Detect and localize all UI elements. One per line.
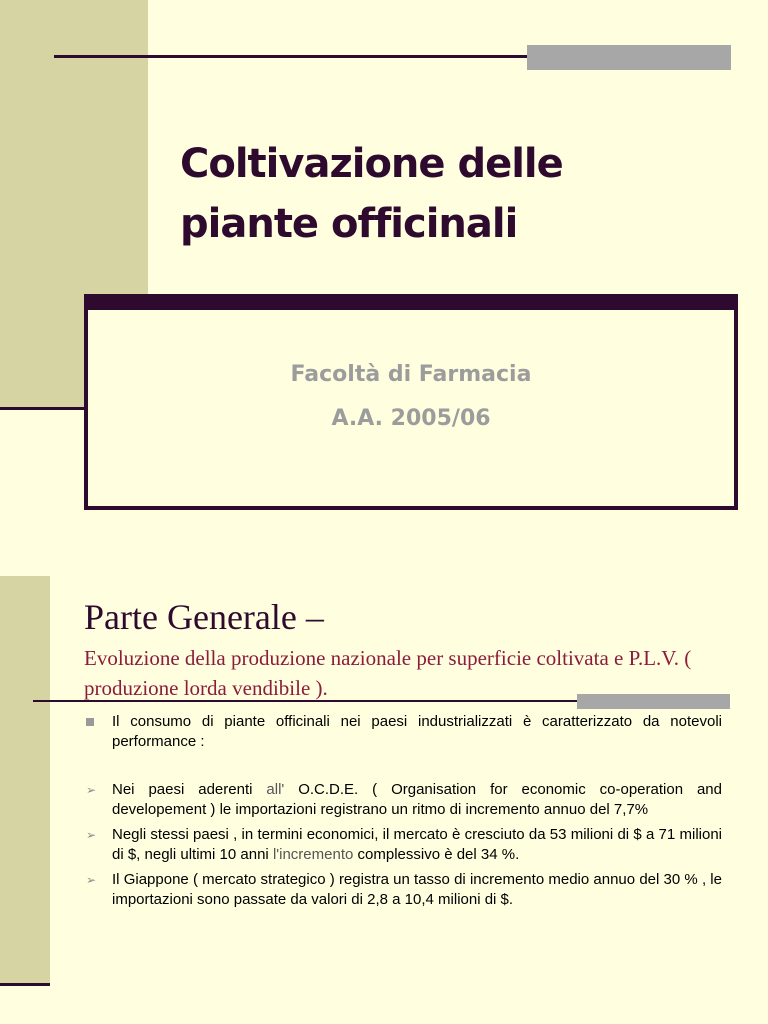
slide-title-line2: piante officinali xyxy=(180,201,518,247)
arrow-bullet-icon: ➢ xyxy=(86,783,97,797)
bullet-text: Nei paesi aderenti xyxy=(112,781,267,798)
bullet-text: Il Giappone ( mercato strategico ) registra un tasso di incremento medio annuo del 30 % , le importazioni sono passate da valori di 2,8 a 10,4 milioni di $. xyxy=(112,871,722,908)
arrow-bullet-icon: ➢ xyxy=(86,873,97,887)
subtitle-box xyxy=(84,294,738,510)
faculty-label: Facoltà di Farmacia xyxy=(290,362,532,387)
left-divider-line xyxy=(0,407,84,410)
bullet-text-light: l'incremento xyxy=(272,846,354,863)
list-item xyxy=(84,780,722,820)
section-subtitle: Evoluzione della produzione nazionale per superficie coltivata e P.L.V. ( produzione lorda vendibile ). xyxy=(84,646,692,700)
bottom-left-line xyxy=(0,983,50,986)
list-item xyxy=(84,825,722,865)
bullet-text: O.C.D.E. ( Organisation for economic co-operation and developement ) le importazioni registrano un ritmo di incremento annuo del 7,7% xyxy=(112,781,722,818)
square-bullet-icon xyxy=(86,712,94,732)
left-accent-bar xyxy=(0,576,50,986)
bullet-text: Il consumo di piante officinali nei paesi industrializzati è caratterizzato da notevoli performance : xyxy=(112,713,722,750)
bullet-list xyxy=(84,712,722,910)
list-item xyxy=(84,870,722,910)
list-item xyxy=(84,712,722,752)
arrow-bullet-icon: ➢ xyxy=(86,828,97,842)
section-title: Parte Generale – xyxy=(84,597,324,637)
top-gray-block xyxy=(527,45,731,70)
bullet-text: Negli stessi paesi , in termini economici, il mercato è cresciuto da 53 milioni di $ a 71 milioni di $, negli ultimi 10 anni xyxy=(112,826,722,863)
bullet-text-light: all' xyxy=(266,781,285,798)
slide-title-line1: Coltivazione delle xyxy=(180,141,563,187)
bullet-text: complessivo è del 34 %. xyxy=(353,846,520,863)
academic-year-label: A.A. 2005/06 xyxy=(331,406,491,431)
slide-title xyxy=(180,134,740,254)
